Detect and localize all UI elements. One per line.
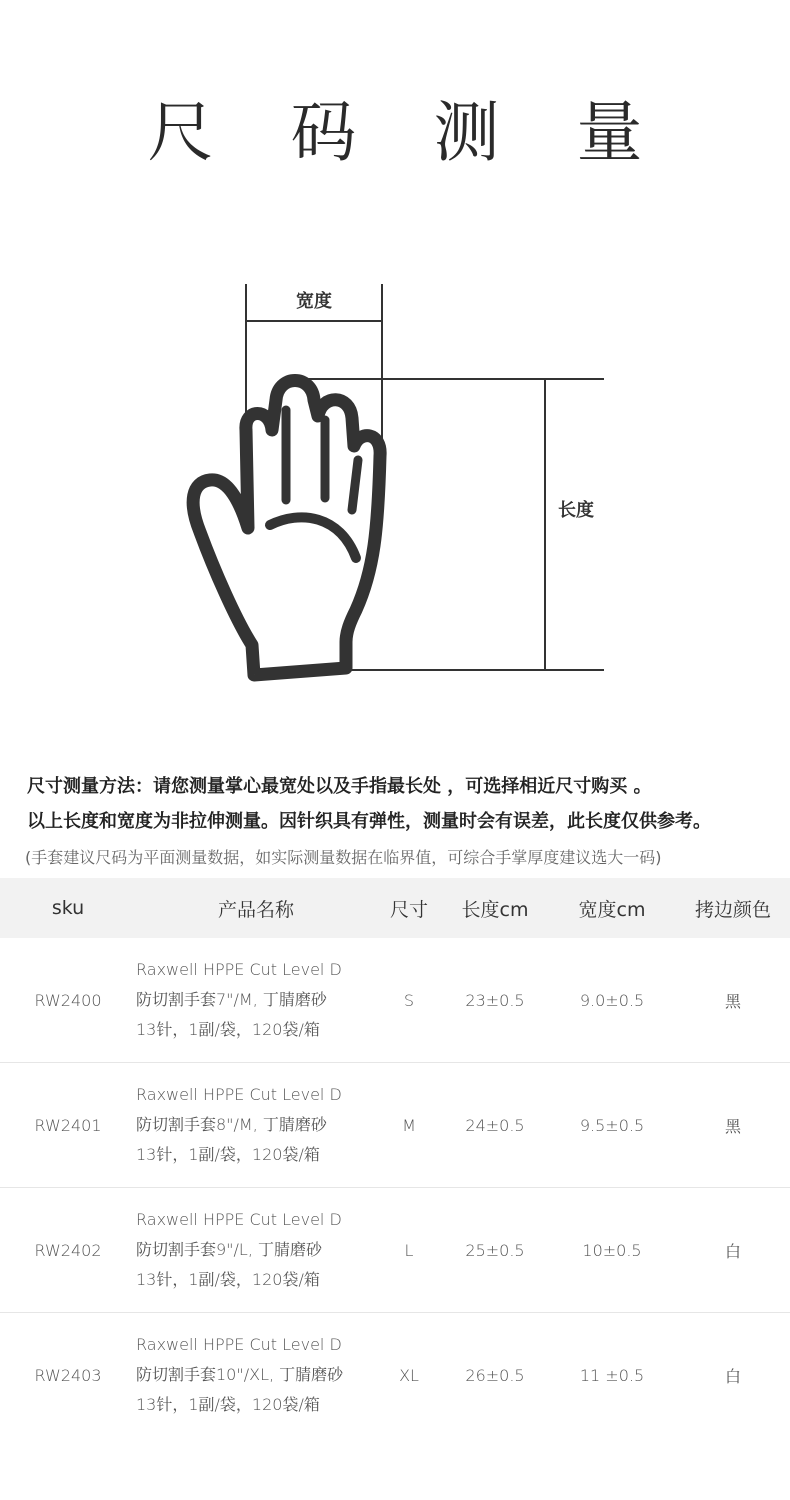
cell-product-name xyxy=(136,1188,376,1313)
product-name-line: 防切割手套8"/M, 丁腈磨砂 xyxy=(136,1115,327,1134)
cell-sku: RW2401 xyxy=(0,1063,136,1188)
cell-size: S xyxy=(376,938,442,1063)
product-name-line: 防切割手套7"/M, 丁腈磨砂 xyxy=(136,990,327,1009)
header-sku: sku xyxy=(0,878,136,938)
cell-length: 25±0.5 xyxy=(442,1188,548,1313)
product-name-line: Raxwell HPPE Cut Level D xyxy=(136,1335,342,1354)
product-name-line: Raxwell HPPE Cut Level D xyxy=(136,1085,342,1104)
product-name-line: 13针，1副/袋，120袋/箱 xyxy=(136,1145,320,1164)
cell-sku: RW2402 xyxy=(0,1188,136,1313)
cell-edge-color: 黑 xyxy=(676,1063,790,1188)
cell-edge-color: 白 xyxy=(676,1188,790,1313)
cell-sku: RW2403 xyxy=(34,1365,102,1385)
glove-measurement-diagram xyxy=(0,270,790,690)
cell-length: 23±0.5 xyxy=(442,938,548,1063)
cell-product-name xyxy=(136,938,376,1063)
product-name-line: 13针，1副/袋，120袋/箱 xyxy=(136,1395,320,1414)
cell-sku: RW2400 xyxy=(0,938,136,1063)
cell-size: XL xyxy=(399,1365,419,1385)
instruction-line-1: 尺寸测量方法：请您测量掌心最宽处以及手指最长处 ，可选择相近尺寸购买 。 xyxy=(27,776,652,797)
table-row xyxy=(0,1188,790,1313)
length-label: 长度 xyxy=(558,500,594,521)
instruction-note: (手套建议尺码为平面测量数据，如实际测量数据在临界值，可综合手掌厚度建议选大一码) xyxy=(25,848,662,867)
header-product-name: 产品名称 xyxy=(136,878,376,938)
product-name-line: 13针，1副/袋，120袋/箱 xyxy=(136,1020,320,1039)
cell-length: 26±0.5 xyxy=(465,1365,525,1385)
cell-product-name xyxy=(136,1313,376,1438)
header-edge-color: 拷边颜色 xyxy=(676,878,790,938)
cell-width: 11 ±0.5 xyxy=(579,1365,645,1385)
cell-size: L xyxy=(376,1188,442,1313)
product-name-line: 防切割手套9"/L, 丁腈磨砂 xyxy=(136,1240,323,1259)
header-size: 尺寸 xyxy=(376,878,442,938)
width-label: 宽度 xyxy=(296,291,332,312)
cell-width: 10±0.5 xyxy=(548,1188,676,1313)
table-row xyxy=(0,938,790,1063)
product-name-line: Raxwell HPPE Cut Level D xyxy=(136,1210,342,1229)
cell-length: 24±0.5 xyxy=(442,1063,548,1188)
cell-product-name xyxy=(136,1063,376,1188)
cell-size: M xyxy=(376,1063,442,1188)
instruction-line-2: 以上长度和宽度为非拉伸测量。因针织具有弹性，测量时会有误差，此长度仅供参考。 xyxy=(27,811,711,832)
glove-icon xyxy=(193,381,380,676)
cell-edge-color: 黑 xyxy=(676,938,790,1063)
cell-width: 9.5±0.5 xyxy=(548,1063,676,1188)
cell-edge-color: 白 xyxy=(724,1366,741,1386)
table-row xyxy=(0,1313,790,1438)
product-name-line: 防切割手套10"/XL, 丁腈磨砂 xyxy=(136,1365,344,1384)
header-length: 长度cm xyxy=(442,878,548,938)
product-name-line: Raxwell HPPE Cut Level D xyxy=(136,960,342,979)
cell-width: 9.0±0.5 xyxy=(548,938,676,1063)
size-table xyxy=(0,878,790,1437)
table-row xyxy=(0,1063,790,1188)
header-width: 宽度cm xyxy=(548,878,676,938)
page-title: 尺 码 测 量 xyxy=(147,94,671,171)
product-name-line: 13针，1副/袋，120袋/箱 xyxy=(136,1270,320,1289)
table-header-row xyxy=(0,878,790,938)
